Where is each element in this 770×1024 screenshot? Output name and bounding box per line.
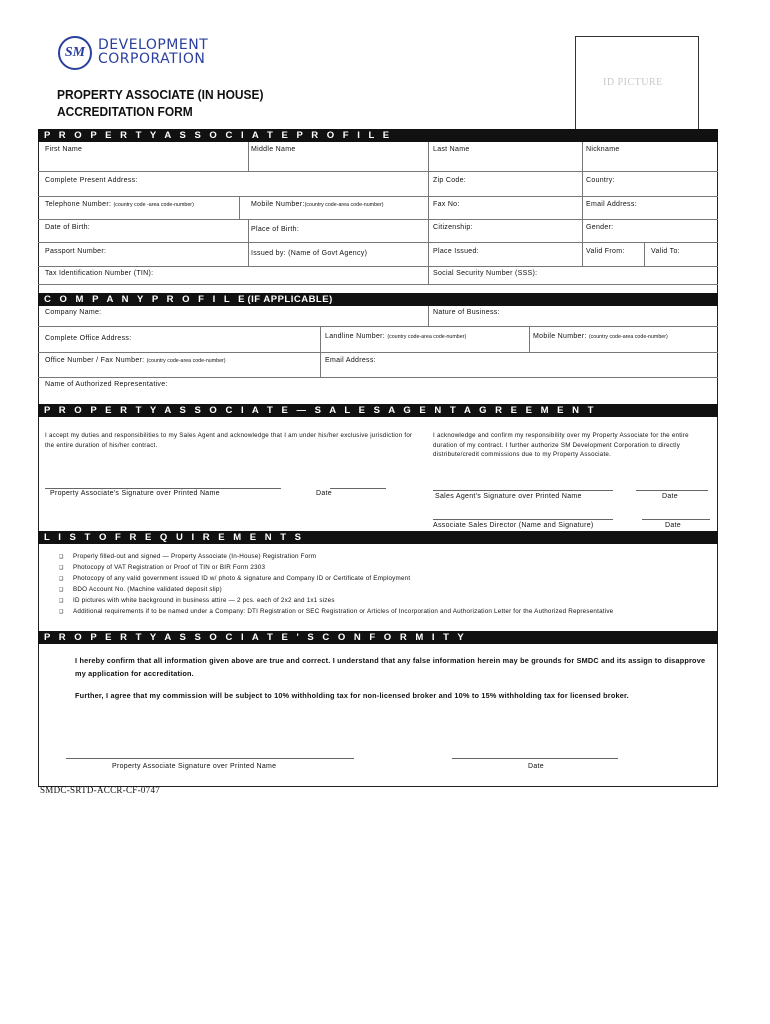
nickname-field[interactable]: Nickname [586, 146, 620, 153]
requirement-item: ❑ Photocopy of VAT Registration or Proof of TIN or BIR Form 2303 [59, 564, 266, 571]
place-issued-field[interactable]: Place Issued: [433, 248, 479, 255]
company-mobile-field[interactable] [533, 332, 668, 342]
email-field[interactable]: Email Address: [586, 201, 637, 208]
company-name-line1: DEVELOPMENT [98, 37, 209, 53]
director-signature-field[interactable]: Associate Sales Director (Name and Signature) [433, 522, 594, 529]
form-code: SMDC-SRTD-ACCR-CF-0747 [40, 785, 161, 795]
agent-signature-field[interactable]: Sales Agent's Signature over Printed Name [435, 493, 582, 500]
nature-of-business-field[interactable]: Nature of Business: [433, 309, 500, 316]
section-header-conformity: P R O P E R T Y A S S O C I A T E ' S C O N F O R M I T Y [38, 631, 718, 644]
requirement-item: ❑ Photocopy of any valid government issued ID w/ photo & signature and Company ID or Certificate of Employment [59, 575, 411, 582]
form-title-line1: PROPERTY ASSOCIATE (IN HOUSE) [57, 87, 264, 102]
company-name-line2: CORPORATION [98, 51, 206, 67]
landline-hint: (country code-area code-number) [387, 334, 467, 340]
sm-logo-icon: SM [58, 36, 92, 70]
pa-date-field[interactable]: Date [316, 490, 332, 497]
conformity-signature-field[interactable]: Property Associate Signature over Printed Name [112, 763, 277, 770]
conformity-paragraph-1: I hereby confirm that all information given above are true and correct. I understand that any false information herein may be grounds for SMDC and its assign to disapprove my application for accreditation. [75, 656, 706, 678]
checkbox-icon: ❑ [59, 587, 64, 593]
company-logo [58, 36, 228, 76]
company-section-title: C O M P A N Y P R O F I L E [44, 294, 248, 305]
middle-name-field[interactable]: Middle Name [251, 146, 296, 153]
passport-field[interactable]: Passport Number: [45, 248, 107, 255]
checkbox-icon: ❑ [59, 576, 64, 582]
form-title-line2: ACCREDITATION FORM [57, 104, 193, 119]
last-name-field[interactable]: Last Name [433, 146, 470, 153]
issued-by-field[interactable] [251, 249, 367, 258]
requirement-item: ❑ ID pictures with white background in business attire — 2 pcs. each of 2x2 and 1x1 sizes [59, 597, 335, 604]
zip-code-field[interactable]: Zip Code: [433, 177, 467, 184]
mobile-field[interactable] [251, 200, 384, 210]
telephone-label: Telephone Number: [45, 201, 112, 208]
section-header-profile: P R O P E R T Y A S S O C I A T E P R O F I L E [38, 129, 718, 142]
agreement-right-text: I acknowledge and confirm my responsibility over my Property Associate for the entire duration of my contract. I further authorize SM Development Corporation to directly distribute/credit commissions due to my Property Associate. [433, 432, 689, 458]
company-name [98, 38, 208, 66]
valid-to-field[interactable]: Valid To: [651, 248, 680, 255]
checkbox-icon: ❑ [59, 554, 64, 560]
office-address-field[interactable]: Complete Office Address: [45, 335, 132, 342]
first-name-field[interactable]: First Name [45, 146, 83, 153]
landline-field[interactable] [325, 332, 466, 342]
present-address-field[interactable]: Complete Present Address: [45, 177, 138, 184]
company-name-field[interactable]: Company Name: [45, 309, 102, 316]
tin-field[interactable]: Tax Identification Number (TIN): [45, 270, 154, 277]
company-section-suffix: (IF APPLICABLE) [247, 294, 333, 305]
checkbox-icon: ❑ [59, 609, 64, 615]
gender-field[interactable]: Gender: [586, 224, 614, 231]
mobile-hint: (country code-area code-number) [304, 202, 384, 208]
issued-by-label: Issued by: (Name of Govt Agency) [251, 250, 368, 257]
id-picture-label: ID PICTURE [603, 77, 663, 88]
telephone-field[interactable] [45, 200, 194, 210]
company-email-field[interactable]: Email Address: [325, 357, 376, 364]
company-mobile-hint: (country code-area code-number) [588, 334, 668, 340]
requirement-item: ❑ Additional requirements if to be named under a Company: DTI Registration or SEC Registration or Articles of Incorporation and Authorization Letter for the Authorized Representative [59, 608, 614, 615]
form-title [57, 86, 263, 120]
agent-date-field[interactable]: Date [662, 493, 678, 500]
office-fax-label: Office Number / Fax Number: [45, 357, 145, 364]
authorized-rep-field[interactable]: Name of Authorized Representative: [45, 381, 168, 388]
company-mobile-label: Mobile Number: [533, 333, 587, 340]
landline-label: Landline Number: [325, 333, 386, 340]
requirement-item: ❑ BDO Account No. (Machine validated deposit slip) [59, 586, 222, 593]
office-fax-hint: (country code-area code-number) [146, 358, 226, 364]
country-field[interactable]: Country: [586, 177, 615, 184]
valid-from-field[interactable]: Valid From: [586, 248, 625, 255]
checkbox-icon: ❑ [59, 598, 64, 604]
checkbox-icon: ❑ [59, 565, 64, 571]
office-fax-field[interactable] [45, 356, 226, 366]
requirement-item: ❑ Properly filled-out and signed — Property Associate (In-House) Registration Form [59, 553, 317, 560]
section-header-agreement: P R O P E R T Y A S S O C I A T E — S A L E S A G E N T A G R E E M E N T [38, 404, 718, 417]
fax-field[interactable]: Fax No: [433, 201, 460, 208]
agreement-left-text: I accept my duties and responsibilities to my Sales Agent and acknowledge that I am under his/her exclusive jurisdiction for the entire duration of his/her contract. [45, 432, 413, 449]
telephone-hint: (country code -area code-number) [113, 202, 194, 208]
section-header-requirements: L I S T O F R E Q U I R E M E N T S [38, 531, 718, 544]
id-picture-box[interactable] [575, 36, 699, 131]
citizenship-field[interactable]: Citizenship: [433, 224, 473, 231]
conformity-date-field[interactable]: Date [528, 763, 544, 770]
place-of-birth-field[interactable]: Place of Birth: [251, 226, 300, 233]
section-header-company [38, 293, 718, 306]
mobile-label: Mobile Number: [251, 201, 305, 208]
date-of-birth-field[interactable]: Date of Birth: [45, 224, 91, 231]
sss-field[interactable]: Social Security Number (SSS): [433, 270, 538, 277]
conformity-paragraph-2: Further, I agree that my commission will be subject to 10% withholding tax for non-licensed broker and 10% to 15% withholding tax for licensed broker. [75, 691, 629, 700]
director-date-field[interactable]: Date [665, 522, 681, 529]
pa-signature-field[interactable]: Property Associate's Signature over Printed Name [50, 490, 220, 497]
